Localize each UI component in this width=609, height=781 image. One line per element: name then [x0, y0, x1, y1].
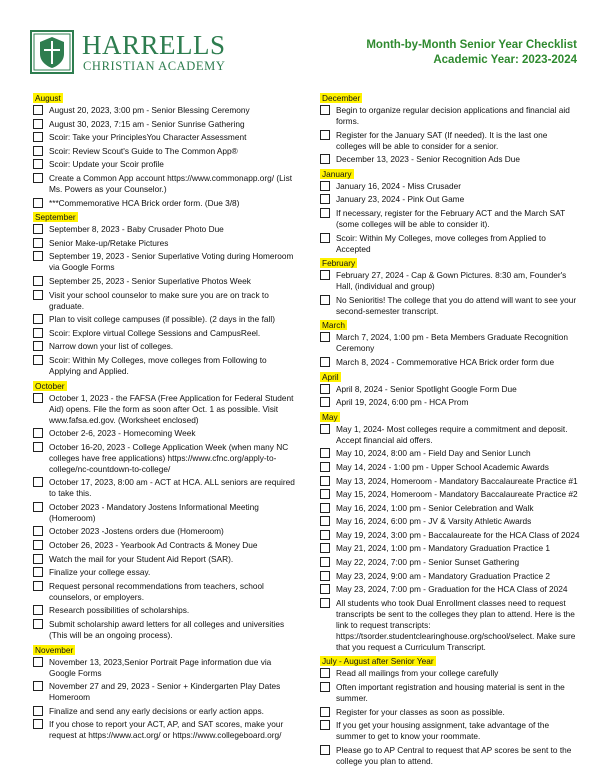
checklist-item-text: Finalize and send any early decisions or early action apps.: [49, 705, 264, 716]
checklist-item: [33, 428, 298, 439]
checkbox[interactable]: [320, 105, 330, 115]
checklist-item: [320, 530, 580, 541]
checklist-item: [320, 397, 580, 408]
checklist-item: [33, 146, 298, 157]
checkbox[interactable]: [33, 657, 43, 667]
checklist-item-text: April 19, 2024, 6:00 pm - HCA Prom: [336, 397, 469, 408]
checkbox[interactable]: [33, 224, 43, 234]
checklist-item-text: May 16, 2024, 6:00 pm - JV & Varsity Athletic Awards: [336, 516, 532, 527]
checkbox[interactable]: [33, 132, 43, 142]
checklist-item-text: August 30, 2023, 7:15 am - Senior Sunrise Gathering: [49, 118, 245, 129]
checklist-item: [33, 657, 298, 679]
checkbox[interactable]: [320, 233, 330, 243]
checkbox[interactable]: [320, 384, 330, 394]
month-heading-august: August: [35, 93, 61, 103]
checklist-item: [320, 462, 580, 473]
month-heading-april: April: [322, 371, 339, 382]
right-column: [320, 92, 580, 769]
checklist-item-text: October 1, 2023 - the FAFSA (Free Application for Federal Student Aid) opens. File the form as soon after Oct. 1 as possible. Visit www.fafsa.ed.gov. (Worksheet enclosed): [49, 392, 294, 425]
checklist-item: [320, 503, 580, 514]
checklist-item: [320, 598, 580, 653]
checkbox[interactable]: [33, 567, 43, 577]
checkbox[interactable]: [33, 238, 43, 248]
checkbox[interactable]: [33, 105, 43, 115]
checkbox[interactable]: [33, 276, 43, 286]
checklist-item-text: Often important registration and housing material is sent in the summer.: [336, 682, 565, 704]
checklist-item-text: No Senioritis! The college that you do attend will want to see your second-semester transcript.: [336, 294, 577, 316]
checklist-item-text: October 17, 2023, 8:00 am - ACT at HCA. ALL seniors are required to take this.: [49, 477, 295, 499]
logo-subtitle: CHRISTIAN ACADEMY: [83, 59, 226, 73]
checklist-item: [320, 720, 580, 742]
checkbox[interactable]: [320, 489, 330, 499]
checklist-item-text: May 13, 2024, Homeroom - Mandatory Baccalaureate Practice #1: [336, 475, 578, 486]
checklist-item-text: October 26, 2023 - Yearbook Ad Contracts & Money Due: [49, 540, 258, 551]
checklist-item: [320, 584, 580, 595]
checkbox[interactable]: [33, 526, 43, 536]
checklist-item-text: September 19, 2023 - Senior Superlative Voting during Homeroom via Google Forms: [49, 251, 294, 273]
month-heading-december: December: [322, 93, 361, 103]
checkbox[interactable]: [320, 208, 330, 218]
checklist-item: [320, 557, 580, 568]
checklist-item-text: May 22, 2024, 7:00 pm - Senior Sunset Gathering: [336, 557, 520, 568]
checklist-item: [33, 238, 298, 249]
checkbox[interactable]: [33, 146, 43, 156]
checklist-item-text: October 16-20, 2023 - College Application Week (when many NC colleges have free applications) https://www.cfnc.org/apply-to-college/nc-countdown-to-college/: [49, 441, 289, 474]
checkbox[interactable]: [33, 428, 43, 438]
checkbox[interactable]: [320, 668, 330, 678]
checklist-item-text: Scoir: Explore virtual College Sessions and CampusReel.: [49, 327, 261, 338]
checklist-item-text: May 10, 2024, 8:00 am - Field Day and Senior Lunch: [336, 448, 531, 459]
checkbox[interactable]: [33, 119, 43, 129]
checklist-item: [33, 159, 298, 170]
checklist-item: [33, 605, 298, 616]
page-title: Month-by-Month Senior Year Checklist: [366, 39, 577, 51]
checkbox[interactable]: [320, 194, 330, 204]
checkbox[interactable]: [320, 707, 330, 717]
checkbox[interactable]: [320, 598, 330, 608]
checklist-item: [33, 251, 298, 273]
checkbox[interactable]: [33, 159, 43, 169]
checkbox[interactable]: [33, 328, 43, 338]
checkbox[interactable]: [33, 581, 43, 591]
checklist-item-text: November 13, 2023,Senior Portrait Page information due via Google Forms: [49, 656, 272, 678]
checklist-item: [320, 682, 580, 704]
checkbox[interactable]: [320, 130, 330, 140]
checklist-item-text: May 1, 2024- Most colleges require a commitment and deposit. Accept financial aid offers.: [336, 423, 568, 445]
checkbox[interactable]: [320, 154, 330, 164]
checklist-item: [33, 355, 298, 377]
checklist-item: [320, 357, 580, 368]
checklist-item-text: September 25, 2023 - Senior Superlative Photos Week: [49, 275, 251, 286]
checkbox[interactable]: [33, 173, 43, 183]
checklist-item: [33, 132, 298, 143]
checklist-item: [320, 448, 580, 459]
checklist-item-text: November 27 and 29, 2023 - Senior + Kindergarten Play Dates Homeroom: [49, 681, 281, 703]
checklist-item-text: August 20, 2023, 3:00 pm - Senior Blessing Ceremony: [49, 105, 250, 115]
checklist-item-text: If necessary, register for the February ACT and the March SAT (some colleges will be able to consider it).: [336, 207, 566, 229]
checklist-item-text: Please go to AP Central to request that AP scores be sent to the college you plan to attend.: [336, 744, 572, 766]
checklist-item: [320, 424, 580, 446]
checklist-item: [320, 181, 580, 192]
crest-icon: [30, 30, 74, 74]
checklist-item: [320, 489, 580, 500]
month-heading-november: November: [35, 644, 74, 655]
checklist-item: [320, 332, 580, 354]
checklist-item: [320, 208, 580, 230]
checkbox[interactable]: [320, 332, 330, 342]
academic-year: Academic Year: 2023-2024: [433, 54, 577, 66]
checklist-item-text: All students who took Dual Enrollment classes need to request transcripts be sent to the colleges they plan to attend. Here is the link to request transcripts: https://tsorder.studentclearinghouse.org/school/select. Make sure that you request a Curriculum Transcript.: [336, 597, 576, 652]
checklist-item: [33, 706, 298, 717]
checkbox[interactable]: [33, 341, 43, 351]
checkbox[interactable]: [33, 619, 43, 629]
checklist-item: [320, 745, 580, 767]
checklist-item: [33, 442, 298, 475]
month-heading-july-august-after-senior-year: July - August after Senior Year: [322, 656, 434, 667]
checkbox[interactable]: [320, 516, 330, 526]
checkbox[interactable]: [320, 571, 330, 581]
checkbox[interactable]: [33, 314, 43, 324]
checklist-item: [33, 554, 298, 565]
checkbox[interactable]: [320, 745, 330, 755]
checklist-item-text: May 16, 2024, 1:00 pm - Senior Celebration and Walk: [336, 502, 534, 513]
month-heading-january: January: [322, 168, 352, 179]
checkbox[interactable]: [320, 543, 330, 553]
school-logo: [30, 30, 270, 78]
month-heading-october: October: [35, 380, 65, 391]
checklist-item: [320, 707, 580, 718]
checkbox[interactable]: [33, 442, 43, 452]
checkbox[interactable]: [320, 476, 330, 486]
checklist-item-text: Scoir: Update your Scoir profile: [49, 159, 164, 170]
checklist-item: [33, 341, 298, 352]
checklist-item-text: Scoir: Take your PrinciplesYou Character Assessment: [49, 132, 247, 143]
checklist-item: [33, 567, 298, 578]
checklist-item: [33, 198, 298, 209]
checklist-item: [320, 233, 580, 255]
checklist-item: [33, 719, 298, 741]
checklist-item-text: Request personal recommendations from teachers, school counselors, or employers.: [49, 580, 264, 602]
checklist-item-text: If you chose to report your ACT, AP, and SAT scores, make your request at https://www.act.org/ or https://www.collegeboard.org/: [49, 719, 284, 741]
checklist-item-text: Read all mailings from your college carefully: [336, 668, 499, 679]
checklist-item-text: October 2023 - Mandatory Jostens Informational Meeting (Homeroom): [49, 501, 259, 523]
checklist-item: [33, 540, 298, 551]
checklist-item-text: May 23, 2024, 9:00 am - Mandatory Graduation Practice 2: [336, 570, 550, 581]
checkbox[interactable]: [33, 198, 43, 208]
checklist-item: [320, 571, 580, 582]
checklist-item-text: January 23, 2024 - Pink Out Game: [336, 194, 465, 205]
checkbox[interactable]: [320, 424, 330, 434]
month-heading-february: February: [322, 258, 356, 269]
checkbox[interactable]: [33, 393, 43, 403]
checklist-item-text: May 19, 2024, 3:00 pm - Baccalaureate for the HCA Class of 2024: [336, 529, 580, 540]
checklist-item-text: Submit scholarship award letters for all colleges and universities (This will be an ongoing process).: [49, 619, 285, 641]
checklist-item-text: October 2023 -Jostens orders due (Homeroom): [49, 526, 224, 537]
checklist-item: [33, 619, 298, 641]
checklist-item-text: Register for the January SAT (If needed). It is the last one colleges will be able to consider for a senior.: [336, 129, 548, 151]
checkbox[interactable]: [320, 448, 330, 458]
checklist-item-text: Watch the mail for your Student Aid Report (SAR).: [49, 553, 234, 564]
checklist-item: [33, 290, 298, 312]
checklist-item: [33, 393, 298, 426]
checklist-item-text: Visit your school counselor to make sure you are on track to graduate.: [49, 289, 269, 311]
checkbox[interactable]: [320, 462, 330, 472]
checklist-item: [33, 477, 298, 499]
checklist-item: [320, 384, 580, 395]
checklist-item-text: January 16, 2024 - Miss Crusader: [336, 180, 461, 191]
checklist-item-text: Senior Make-up/Retake Pictures: [49, 237, 169, 248]
checklist-item-text: February 27, 2024 - Cap & Gown Pictures. 8:30 am, Founder's Hall, (individual and group): [336, 270, 567, 292]
checklist-item-text: April 8, 2024 - Senior Spotlight Google Form Due: [336, 383, 517, 394]
left-column: [33, 92, 298, 744]
checkbox[interactable]: [33, 290, 43, 300]
checklist-item-text: Scoir: Within My Colleges, move colleges from Applied to Accepted: [336, 232, 546, 254]
checklist-item-text: May 23, 2024, 7:00 pm - Graduation for the HCA Class of 2024: [336, 584, 568, 595]
checkbox[interactable]: [33, 502, 43, 512]
checklist-item-text: ***Commemorative HCA Brick order form. (Due 3/8): [49, 197, 240, 208]
checkbox[interactable]: [33, 554, 43, 564]
checkbox[interactable]: [320, 295, 330, 305]
checklist-item: [33, 681, 298, 703]
checklist-item: [33, 526, 298, 537]
checklist-item: [320, 516, 580, 527]
checklist-item-text: October 2-6, 2023 - Homecoming Week: [49, 428, 196, 439]
checklist-item-text: Begin to organize regular decision applications and financial aid forms.: [336, 105, 570, 126]
checklist-item-text: December 13, 2023 - Senior Recognition Ads Due: [336, 154, 521, 165]
checklist-item-text: Scoir: Review Scout's Guide to The Common App®: [49, 145, 238, 156]
checklist-item-text: Narrow down your list of colleges.: [49, 341, 174, 352]
checkbox[interactable]: [320, 397, 330, 407]
checklist-item: [320, 130, 580, 152]
checkbox[interactable]: [33, 605, 43, 615]
checkbox[interactable]: [320, 530, 330, 540]
checkbox[interactable]: [320, 557, 330, 567]
checklist-item-text: Scoir: Within My Colleges, move colleges from Following to Applying and Applied.: [49, 354, 267, 376]
checklist-item: [33, 502, 298, 524]
checkbox[interactable]: [320, 357, 330, 367]
checklist-item: [320, 105, 580, 127]
checklist-item-text: May 21, 2024, 1:00 pm - Mandatory Graduation Practice 1: [336, 543, 550, 554]
checkbox[interactable]: [320, 181, 330, 191]
checkbox[interactable]: [320, 584, 330, 594]
month-heading-september: September: [35, 212, 76, 223]
checkbox[interactable]: [33, 477, 43, 487]
checklist-item: [33, 581, 298, 603]
checklist-item: [33, 314, 298, 325]
checklist-item: [33, 328, 298, 339]
checklist-item-text: Create a Common App account https://www.commonapp.org/ (List Ms. Powers as your Counselor.): [49, 172, 293, 194]
checklist-item-text: Register for your classes as soon as possible.: [336, 706, 505, 717]
checkbox[interactable]: [320, 503, 330, 513]
checkbox[interactable]: [320, 270, 330, 280]
checklist-item: [320, 270, 580, 292]
checklist-item-text: If you get your housing assignment, take advantage of the summer to get to know your roommate.: [336, 720, 550, 742]
checklist-item: [320, 154, 580, 165]
checklist-item-text: Plan to visit college campuses (if possible). (2 days in the fall): [49, 314, 275, 325]
month-heading-may: May: [322, 411, 338, 422]
checklist-item: [33, 276, 298, 287]
checklist-item: [320, 476, 580, 487]
checklist-item: [320, 543, 580, 554]
checkbox[interactable]: [320, 720, 330, 730]
checkbox[interactable]: [33, 355, 43, 365]
checklist-item: [320, 668, 580, 679]
checklist-item: [320, 194, 580, 205]
checklist-item: [33, 173, 298, 195]
checkbox[interactable]: [320, 682, 330, 692]
checklist-item-text: Finalize your college essay.: [49, 567, 151, 578]
checklist-item: [33, 224, 298, 235]
month-heading-march: March: [322, 320, 346, 331]
checkbox[interactable]: [33, 540, 43, 550]
logo-name: HARRELLS: [82, 30, 226, 60]
checklist-item-text: May 14, 2024 - 1:00 pm - Upper School Academic Awards: [336, 461, 549, 472]
checkbox[interactable]: [33, 251, 43, 261]
checklist-item-text: May 15, 2024, Homeroom - Mandatory Baccalaureate Practice #2: [336, 489, 578, 500]
checklist-item-text: March 8, 2024 - Commemorative HCA Brick order form due: [336, 356, 555, 367]
checklist-item: [33, 119, 298, 130]
checklist-item-text: March 7, 2024, 1:00 pm - Beta Members Graduate Recognition Ceremony: [336, 332, 568, 354]
checkbox[interactable]: [33, 719, 43, 729]
title-block: [366, 38, 577, 68]
checklist-item-text: Research possibilities of scholarships.: [49, 605, 190, 616]
checkbox[interactable]: [33, 706, 43, 716]
checklist-item: [320, 295, 580, 317]
checklist-item-text: September 8, 2023 - Baby Crusader Photo Due: [49, 224, 224, 235]
checklist-item: [33, 105, 298, 116]
checkbox[interactable]: [33, 681, 43, 691]
